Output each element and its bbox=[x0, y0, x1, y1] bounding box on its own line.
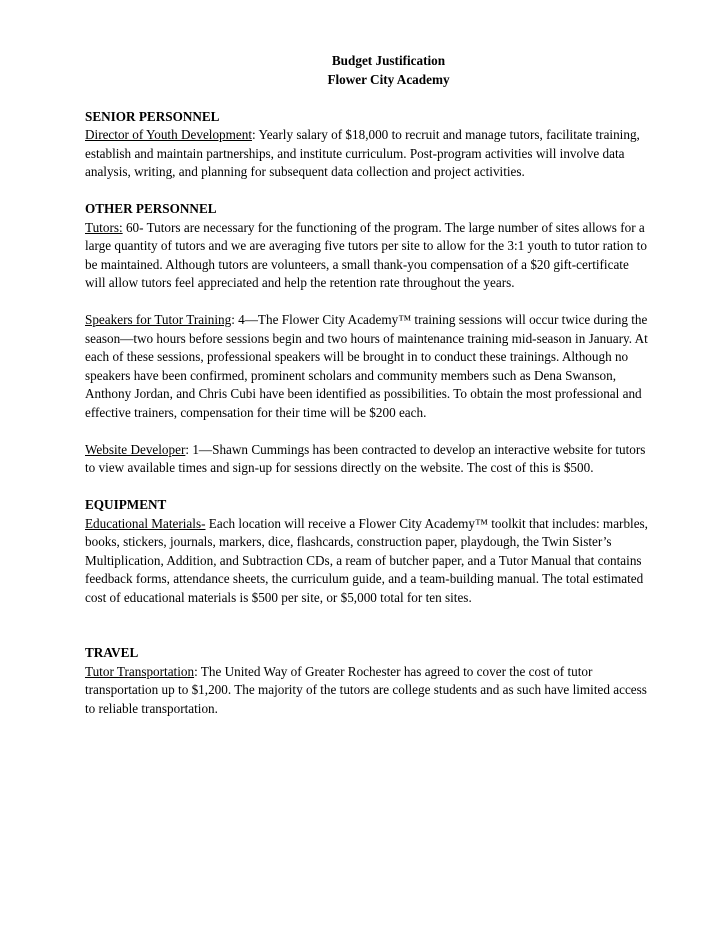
senior-personnel-section bbox=[85, 108, 650, 182]
item-label: Website Developer bbox=[85, 441, 186, 457]
item-text: : Yearly salary of $18,000 to recruit and manage tutors, facilitate training, establish and maintain partnerships, and institute curriculum. Post-program activities will involve data analysis, writing, and planning for subsequent data collection and project activities. bbox=[85, 127, 640, 179]
item-label: Director of Youth Development bbox=[85, 127, 253, 142]
item-label: Tutor Transportation bbox=[85, 663, 195, 679]
section-heading: TRAVEL bbox=[85, 645, 139, 660]
item-text: : The United Way of Greater Rochester has agreed to cover the cost of tutor transportation up to $1,200. The majority of the tutors are college students and as such have limited access to reliable transportation. bbox=[85, 663, 647, 716]
item-label: Educational Materials- bbox=[85, 515, 206, 531]
document-title: Budget Justification bbox=[331, 53, 446, 68]
item-text: 60- Tutors are necessary for the functioning of the program. The large number of sites allows for a large quantity of tutors and we are averaging five tutors per site to allow for the 3:1 youth to tutor ration to be maintained. Although tutors are volunteers, a small thank-you compensation of a $20 gift-certificate will allow tutors feel appreciated and help the retention rate throughout the years. bbox=[85, 219, 647, 290]
budget-item bbox=[85, 441, 650, 478]
other-personnel-section bbox=[85, 200, 650, 478]
budget-item bbox=[85, 126, 650, 182]
item-text: : 1—Shawn Cummings has been contracted to develop an interactive website for tutors to view available times and sign-up for sessions directly on the website. The cost of this is $500. bbox=[85, 441, 646, 475]
budget-item bbox=[85, 515, 650, 608]
section-heading: SENIOR PERSONNEL bbox=[85, 108, 220, 124]
document-header bbox=[85, 52, 650, 89]
section-heading: EQUIPMENT bbox=[85, 497, 167, 512]
budget-item bbox=[85, 311, 650, 422]
item-text: Each location will receive a Flower City Academy™ toolkit that includes: marbles, books, stickers, journals, markers, dice, flashcards, construction paper, playdough, the Twin Sister’s Multiplication, Addition, and Subtraction CDs, a ream of butcher paper, and a Tutor Manual that contains feedback forms, attendance sheets, the curriculum guide, and a team-building manual. The total estimated cost of educational materials is $500 per site, or $5,000 total for ten sites. bbox=[85, 515, 648, 605]
item-label: Speakers for Tutor Training bbox=[85, 312, 232, 327]
item-text: : 4—The Flower City Academy™ training sessions will occur twice during the season—two hours before sessions begin and two hours of maintenance training mid-season in January. At each of these sessions, professional speakers will be brought in to conduct these trainings. Although no speakers have been confirmed, prominent scholars and community members such as Dena Swanson, Anthony Jordan, and Chris Cubi have been identified as possibilities. To obtain the most professional and effective trainers, compensation for their time will be $200 each. bbox=[85, 312, 648, 420]
travel-section bbox=[85, 644, 650, 718]
equipment-section bbox=[85, 496, 650, 607]
organization-name: Flower City Academy bbox=[327, 71, 450, 87]
section-heading: OTHER PERSONNEL bbox=[85, 201, 217, 216]
document-page bbox=[85, 52, 650, 718]
budget-item bbox=[85, 219, 650, 293]
budget-item bbox=[85, 663, 650, 719]
item-label: Tutors: bbox=[85, 219, 123, 235]
